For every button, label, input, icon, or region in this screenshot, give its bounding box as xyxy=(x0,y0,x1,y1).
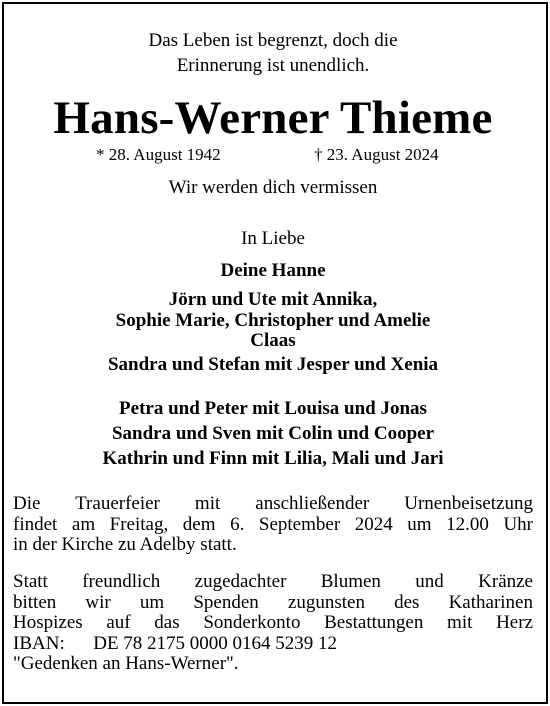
mourner-group-2 xyxy=(0,396,546,471)
mourner-line: Jörn und Ute mit Annika, xyxy=(168,289,378,310)
mourner-group-1 xyxy=(0,290,546,375)
mourner-line: Sandra und Sven mit Colin und Cooper xyxy=(111,423,435,444)
donation-notice xyxy=(13,572,533,675)
mourner-line: Petra und Peter mit Louisa und Jonas xyxy=(119,398,427,419)
funeral-line: in der Kirche zu Adelby statt. xyxy=(13,534,237,555)
motto-line-2: Erinnerung ist unendlich. xyxy=(176,55,370,76)
funeral-notice xyxy=(13,494,533,556)
motto-line-1: Das Leben ist begrenzt, doch die xyxy=(148,30,398,51)
in-love-text: In Liebe xyxy=(241,228,305,249)
death-date: † 23. August 2024 xyxy=(314,145,439,164)
donation-line: Statt freundlich zugedachter Blumen und Kränze xyxy=(13,571,533,592)
mourner-line: Claas xyxy=(250,330,296,351)
donation-line: Hospizes auf das Sonderkonto Bestattungen mit Herz xyxy=(13,612,533,633)
donation-line: bitten wir um Spenden zugunsten des Katharinen xyxy=(13,591,533,613)
miss-text: Wir werden dich vermissen xyxy=(168,177,378,198)
mourner-hanne: Deine Hanne xyxy=(220,260,326,281)
funeral-line: Die Trauerfeier mit anschließender Urnenbeisetzung xyxy=(13,493,533,514)
funeral-line: findet am Freitag, dem 6. September 2024 um 12.00 Uhr xyxy=(13,513,533,535)
mourner-line: Sophie Marie, Christopher und Amelie xyxy=(115,309,431,331)
mourner-line: Kathrin und Finn mit Lilia, Mali und Jari xyxy=(102,448,444,469)
mourner-line: Sandra und Stefan mit Jesper und Xenia xyxy=(107,353,439,375)
donation-reference: "Gedenken an Hans-Werner". xyxy=(13,653,239,674)
deceased-name: Hans-Werner Thieme xyxy=(53,92,493,144)
motto xyxy=(0,28,546,78)
iban-line: IBAN: DE 78 2175 0000 0164 5239 12 xyxy=(13,632,338,654)
birth-date: * 28. August 1942 xyxy=(96,145,221,164)
